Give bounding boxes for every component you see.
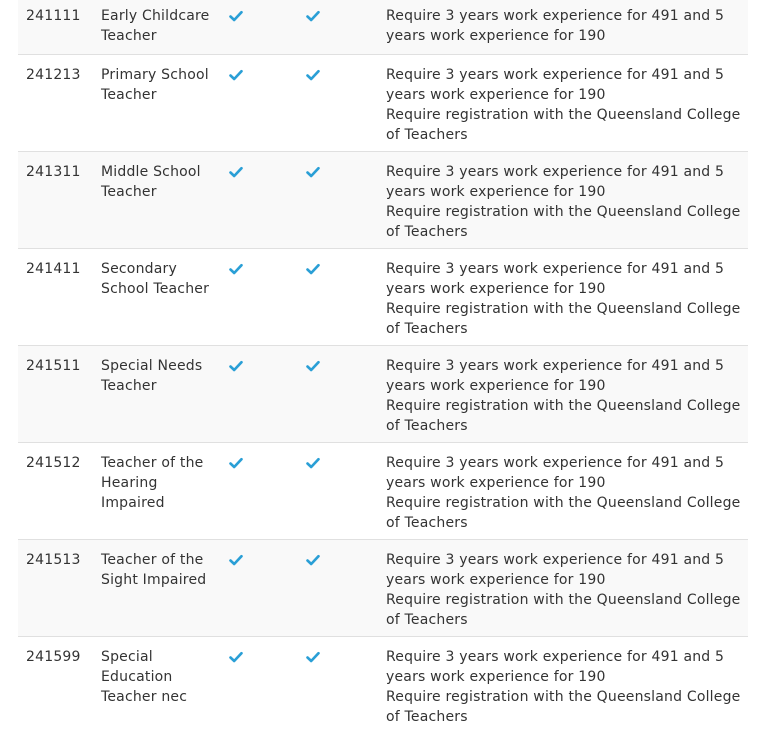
occupation-code: 241311 [26,164,81,180]
note-line: Require 3 years work experience for 491 and 5 years work experience for 190 [386,649,725,685]
check-icon [229,259,253,279]
note-line: Require 3 years work experience for 491 and 5 years work experience for 190 [386,164,725,200]
occupation-name: Secondary School Teacher [101,261,210,297]
note-line: Require registration with the Queensland College of Teachers [386,592,741,628]
occupation-notes [386,550,746,630]
check-icon [229,6,253,26]
check-icon [306,162,330,182]
occupation-name: Middle School Teacher [101,164,201,200]
occupation-name: Special Needs Teacher [101,358,203,394]
check-icon [306,259,330,279]
occupation-notes [386,356,746,436]
note-line: Require registration with the Queensland College of Teachers [386,398,741,434]
check-icon [306,647,330,667]
check-icon [229,356,253,376]
check-icon [306,550,330,570]
table-row [18,55,748,152]
note-line: Require registration with the Queensland College of Teachers [386,301,741,337]
note-line: Require 3 years work experience for 491 and 5 years work experience for 190 [386,261,725,297]
occupation-notes [386,453,746,533]
note-line: Require registration with the Queensland College of Teachers [386,689,741,725]
check-icon [229,453,253,473]
occupation-name: Teacher of the Hearing Impaired [101,455,204,511]
check-icon [306,453,330,473]
occupation-notes [386,162,746,242]
occupation-notes [386,6,746,46]
occupation-notes [386,65,746,145]
table-row [18,540,748,637]
note-line: Require registration with the Queensland College of Teachers [386,107,741,143]
table-row [18,346,748,443]
occupation-code: 241599 [26,649,81,665]
note-line: Require 3 years work experience for 491 and 5 years work experience for 190 [386,358,725,394]
occupation-code: 241511 [26,358,81,374]
check-icon [229,550,253,570]
occupation-name: Early Childcare Teacher [101,8,210,44]
occupation-code: 241213 [26,67,81,83]
check-icon [229,65,253,85]
occupation-code: 241411 [26,261,81,277]
table-row [18,152,748,249]
note-line: Require 3 years work experience for 491 and 5 years work experience for 190 [386,455,725,491]
occupation-name: Primary School Teacher [101,67,209,103]
check-icon [229,647,253,667]
occupation-code: 241111 [26,8,81,24]
check-icon [306,356,330,376]
check-icon [306,6,330,26]
occupation-name: Teacher of the Sight Impaired [101,552,207,588]
check-icon [306,65,330,85]
occupation-code: 241513 [26,552,81,568]
table-row [18,443,748,540]
note-line: Require 3 years work experience for 491 and 5 years work experience for 190 [386,67,725,103]
note-line: Require 3 years work experience for 491 and 5 years work experience for 190 [386,552,725,588]
occupation-notes [386,647,746,727]
table-row [18,0,748,55]
check-icon [229,162,253,182]
table-row [18,637,748,737]
occupation-table [18,0,748,737]
table-row [18,249,748,346]
occupation-code: 241512 [26,455,81,471]
note-line: Require 3 years work experience for 491 and 5 years work experience for 190 [386,8,725,44]
occupation-name: Special Education Teacher nec [101,649,188,705]
occupation-notes [386,259,746,339]
note-line: Require registration with the Queensland College of Teachers [386,495,741,531]
note-line: Require registration with the Queensland College of Teachers [386,204,741,240]
